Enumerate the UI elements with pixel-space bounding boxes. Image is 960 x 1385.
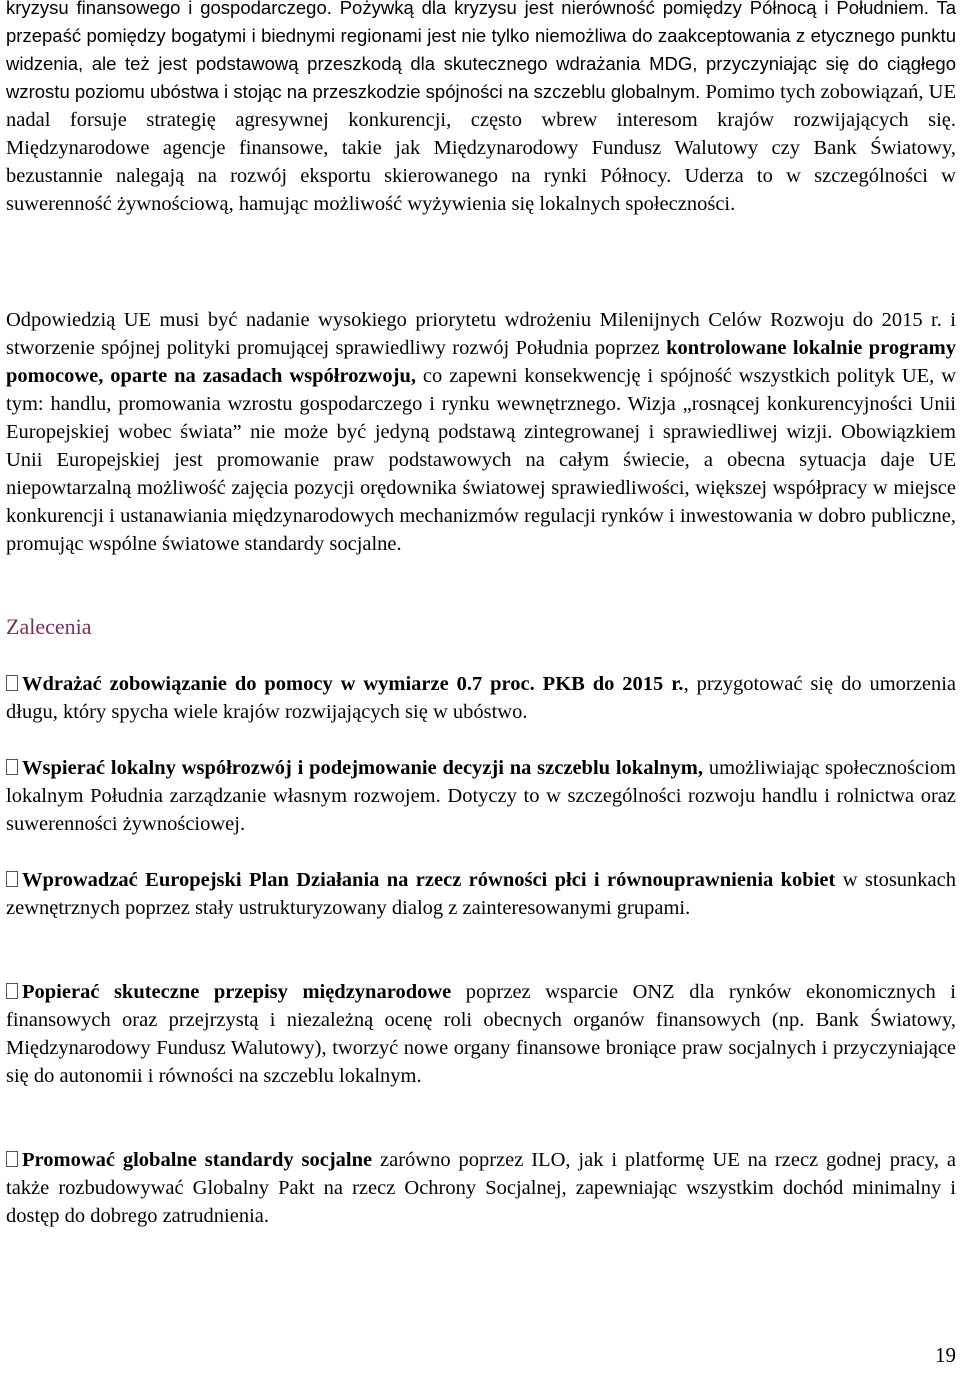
checkbox-bullet-icon	[6, 871, 18, 887]
page-number: 19	[935, 1343, 956, 1367]
recommendation-text: zarówno poprzez ILO, jak i platformę UE na rzecz godnej pracy, a także rozbudowywać Globalny Pakt na rzecz Ochrony Socjalnej, zapewniając wszystkim dochód minimalny i dostęp do dobrego zatrudnienia.	[6, 1149, 956, 1227]
recommendation-item	[6, 754, 956, 838]
recommendation-text: umożliwiając społecznościom lokalnym Południa zarządzanie własnym rozwojem. Dotyczy to w szczególności rozwoju handlu i rolnictwa oraz suwerenności żywnościowej.	[6, 757, 956, 835]
recommendation-bold: Promować globalne standardy socjalne	[22, 1149, 373, 1171]
recommendation-item	[6, 1146, 956, 1230]
paragraph-crisis-sans-text: kryzysu finansowego i gospodarczego. Pożywką dla kryzysu jest nierówność pomiędzy Północą i Południem. Ta przepaść pomiędzy bogatymi i biednymi regionami jest nie tylko niemożliwa do zaakceptowania z etycznego punktu widzenia, ale też jest podstawową przeszkodą dla skutecznego wdrażania MDG, przyczyniając się do ciągłego wzrostu poziomu ubóstwa i stojąc na przeszkodzie spójności na szczeblu globalnym.	[6, 0, 956, 102]
checkbox-bullet-icon	[6, 759, 18, 775]
checkbox-bullet-icon	[6, 1151, 18, 1167]
section-heading-recommendations: Zalecenia	[6, 614, 92, 639]
recommendation-bold: Wprowadzać Europejski Plan Działania na rzecz równości płci i równouprawnienia kobiet	[22, 869, 836, 891]
paragraph-crisis-serif-text: Pomimo tych zobowiązań, UE nadal forsuje strategię agresywnej konkurencji, często wbrew interesom krajów rozwijających się. Międzynarodowe agencje finansowe, takie jak Międzynarodowy Fundusz Walutowy czy Bank Światowy, bezustannie nalegają na rozwój eksportu skierowanego na rynki Północy. Uderza to w szczególności w suwerenność żywnościową, hamując możliwość wyżywienia się lokalnych społeczności.	[6, 81, 957, 215]
checkbox-bullet-icon	[6, 675, 18, 691]
recommendation-item	[6, 670, 956, 726]
recommendation-bold: Popierać skuteczne przepisy międzynarodowe	[22, 981, 452, 1003]
recommendation-item	[6, 978, 956, 1090]
paragraph-eu-response-bold: kontrolowane lokalnie programy pomocowe, oparte na zasadach współrozwoju,	[6, 337, 956, 387]
paragraph-eu-response-text-1: Odpowiedzią UE musi być nadanie wysokiego priorytetu wdrożeniu Milenijnych Celów Rozwoju do 2015 r. i stworzenie spójnej polityki promującej sprawiedliwy rozwój Południa poprzez	[6, 309, 956, 359]
recommendation-text: , przygotować się do umorzenia długu, który spycha wiele krajów rozwijających się w ubóstwo.	[6, 673, 956, 723]
checkbox-bullet-icon	[6, 983, 18, 999]
recommendation-item	[6, 866, 956, 922]
recommendation-text: poprzez wsparcie ONZ dla rynków ekonomicznych i finansowych oraz przejrzystą i niezależną ocenę roli obecnych organów finansowych (np. Bank Światowy, Międzynarodowy Fundusz Walutowy), tworzyć nowe organy finansowe broniące praw socjalnych i przyczyniające się do autonomii i równości na szczeblu lokalnym.	[6, 981, 956, 1087]
paragraph-eu-response-text-2: co zapewni konsekwencję i spójność wszystkich polityk UE, w tym: handlu, promowania wzrostu gospodarczego i rynku wewnętrznego. Wizja „rosnącej konkurencyjności Unii Europejskiej wobec świata” nie może być jedyną podstawą zintegrowanej i sprawiedliwej wizji. Obowiązkiem Unii Europejskiej jest promowanie praw podstawowych na całym świecie, a obecna sytuacja daje UE niepowtarzalną możliwość zajęcia pozycji orędownika światowej sprawiedliwości, większej współpracy w miejsce konkurencji i ustanawiania międzynarodowych mechanizmów regulacji rynków i inwestowania w dobro publiczne, promując wspólne światowe standardy socjalne.	[6, 365, 957, 555]
recommendation-bold: Wspierać lokalny współrozwój i podejmowanie decyzji na szczeblu lokalnym,	[22, 757, 704, 779]
paragraph-crisis	[6, 0, 956, 218]
recommendation-bold: Wdrażać zobowiązanie do pomocy w wymiarze 0.7 proc. PKB do 2015 r.	[22, 673, 684, 695]
paragraph-eu-response	[6, 306, 956, 558]
recommendation-text: w stosunkach zewnętrznych poprzez stały ustrukturyzowany dialog z zainteresowanymi grupami.	[6, 869, 956, 919]
